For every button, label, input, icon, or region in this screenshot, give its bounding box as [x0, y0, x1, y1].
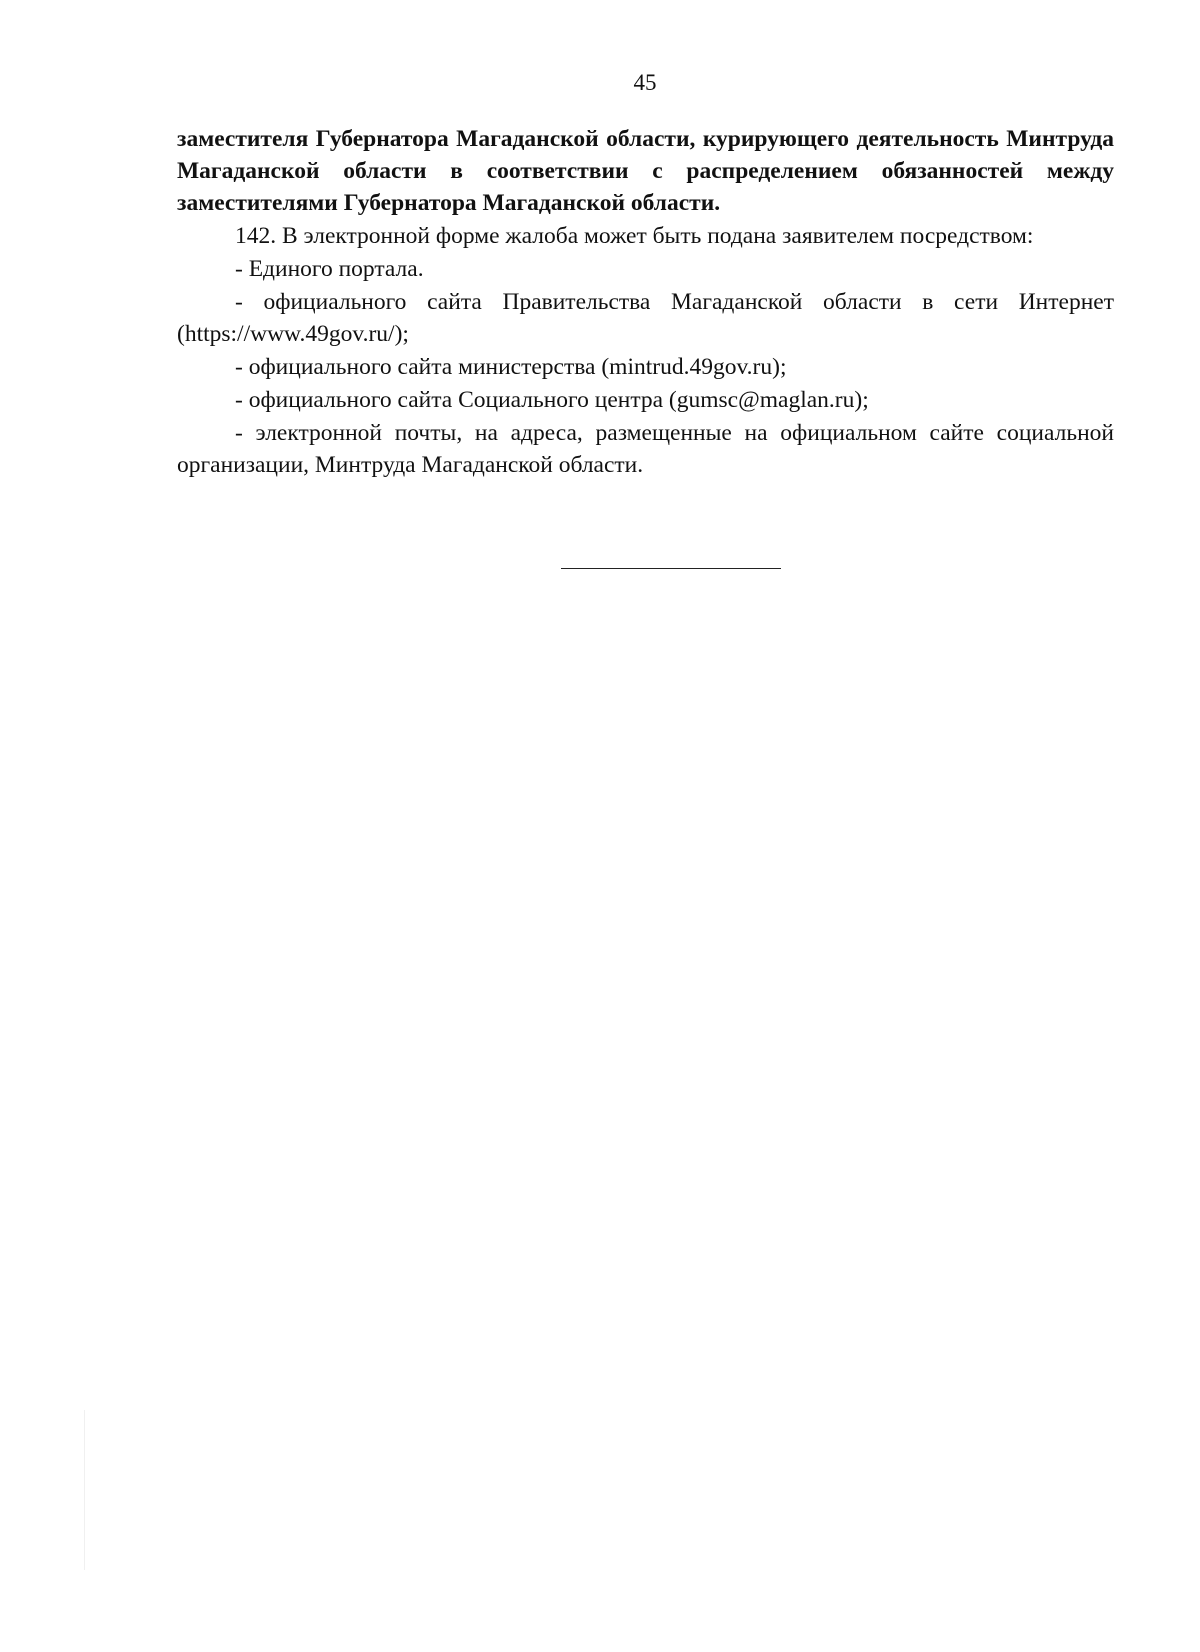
document-body	[177, 123, 1114, 481]
list-item-email: - электронной почты, на адреса, размещенные на официальном сайте социальной организации, Минтруда Магаданской области.	[177, 420, 1114, 478]
list-item-government-site: - официального сайта Правительства Магаданской области в сети Интернет (https://www.49gov.ru/);	[177, 289, 1114, 347]
paragraph-continuation: заместителя Губернатора Магаданской области, курирующего деятельность Минтруда Магаданской области в соответствии с распределением обязанностей между заместителями Губернатора Магаданской области.	[177, 126, 1114, 216]
list-item-ministry-site: - официального сайта министерства (mintrud.49gov.ru);	[235, 354, 787, 380]
list-item-social-center-site: - официального сайта Социального центра (gumsc@maglan.ru);	[235, 387, 869, 413]
end-divider-line	[561, 568, 781, 569]
scan-margin-artifact	[84, 1410, 85, 1570]
paragraph-item-142: 142. В электронной форме жалоба может быть подана заявителем посредством:	[235, 223, 1034, 249]
page-number: 45	[633, 70, 657, 95]
list-item-single-portal: - Единого портала.	[235, 256, 424, 282]
